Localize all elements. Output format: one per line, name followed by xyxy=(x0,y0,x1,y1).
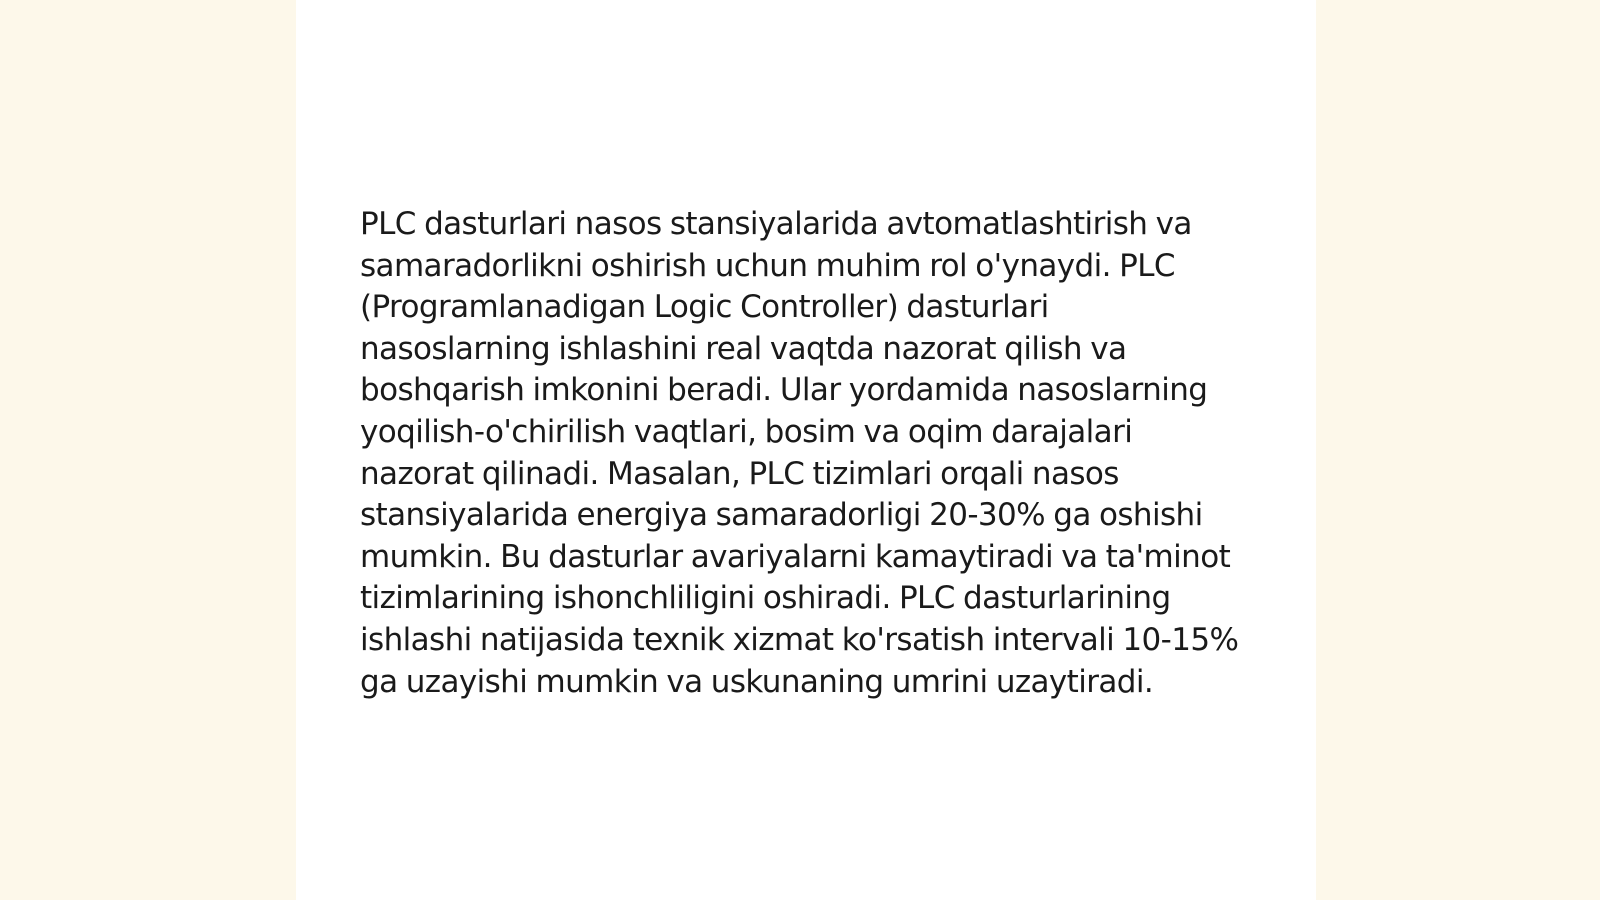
body-paragraph: PLC dasturlari nasos stansiyalarida avtomatlashtirish va samaradorlikni oshirish uchun muhim rol o'ynaydi. PLC (Programlanadigan Logic Controller) dasturlari nasoslarning ishlashini real vaqtda nazorat qilish va boshqarish imkonini beradi. Ular yordamida nasoslarning yoqilish-o'chirilish vaqtlari, bosim va oqim darajalari nazorat qilinadi. Masalan, PLC tizimlari orqali nasos stansiyalarida energiya samaradorligi 20-30% ga oshishi mumkin. Bu dasturlar avariyalarni kamaytiradi va ta'minot tizimlarining ishonchliligini oshiradi. PLC dasturlarining ishlashi natijasida texnik xizmat ko'rsatish intervali 10-15% ga uzayishi mumkin va uskunaning umrini uzaytiradi. xyxy=(360,206,1239,700)
text-block xyxy=(360,204,1240,703)
document-page xyxy=(296,0,1316,900)
